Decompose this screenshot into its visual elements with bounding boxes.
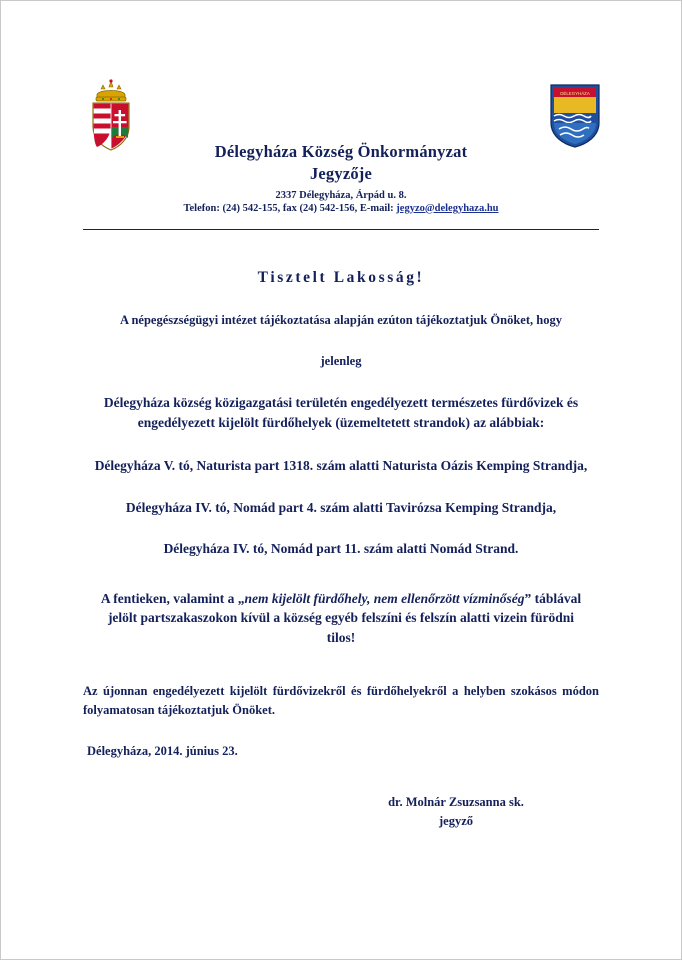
lead-paragraph: Délegyháza község közigazgatási területén engedélyezett természetes fürdővizek és engedélyezett kijelölt fürdőhelyek (üzemeltetett strandok) az alábbiak: bbox=[103, 395, 579, 430]
currently-word: jelenleg bbox=[320, 354, 362, 368]
place-and-date: Délegyháza, 2014. június 23. bbox=[87, 744, 238, 759]
office-name-line1: Délegyháza Község Önkormányzat bbox=[214, 142, 468, 161]
document-body bbox=[83, 269, 599, 831]
list-item: Délegyháza IV. tó, Nomád part 4. szám alatti Tavirózsa Kemping Strandja, bbox=[125, 499, 557, 515]
closing-note: Az újonnan engedélyezett kijelölt fürdővizekről és fürdőhelyekről a helyben szokásos módon folyamatosan tájékoztatjuk Önöket. bbox=[83, 683, 599, 717]
header-divider bbox=[83, 229, 599, 230]
office-name-line2: Jegyzője bbox=[309, 164, 373, 184]
office-address: 2337 Délegyháza, Árpád u. 8. bbox=[275, 189, 407, 201]
salutation: Tisztelt Lakosság! bbox=[257, 269, 425, 286]
office-email-link[interactable]: jegyzo@delegyhaza.hu bbox=[396, 202, 499, 214]
signer-name: dr. Molnár Zsuzsanna sk. bbox=[388, 795, 524, 810]
signature-block bbox=[313, 793, 599, 831]
delegyhaza-crest-icon bbox=[549, 83, 601, 149]
warning-prefix: A fentieken, valamint a „ bbox=[100, 590, 245, 606]
svg-text:DÉLEGYHÁZA: DÉLEGYHÁZA bbox=[560, 90, 590, 96]
list-item: Délegyháza IV. tó, Nomád part 11. szám alatti Nomád Strand. bbox=[163, 541, 519, 557]
office-contact-text: Telefon: (24) 542-155, fax (24) 542-156, E-mail: bbox=[183, 202, 397, 214]
signer-title: jegyző bbox=[438, 814, 473, 828]
warning-quote: nem kijelölt fürdőhely, nem ellenőrzött vízminőség bbox=[244, 590, 525, 606]
office-contact bbox=[1, 203, 681, 214]
intro-paragraph: A népegészségügyi intézet tájékoztatása alapján ezúton tájékoztatjuk Önöket, hogy bbox=[120, 313, 562, 327]
document-header bbox=[1, 1, 681, 214]
warning-suffix: ” táblával jelölt partszakaszokon kívül a község egyéb felszíni és felszín alatti vizein fürödni tilos! bbox=[107, 590, 582, 645]
list-item: Délegyháza V. tó, Naturista part 1318. szám alatti Naturista Oázis Kemping Strandja, bbox=[94, 458, 588, 474]
header-text-block bbox=[1, 141, 681, 214]
warning-paragraph bbox=[83, 589, 599, 648]
